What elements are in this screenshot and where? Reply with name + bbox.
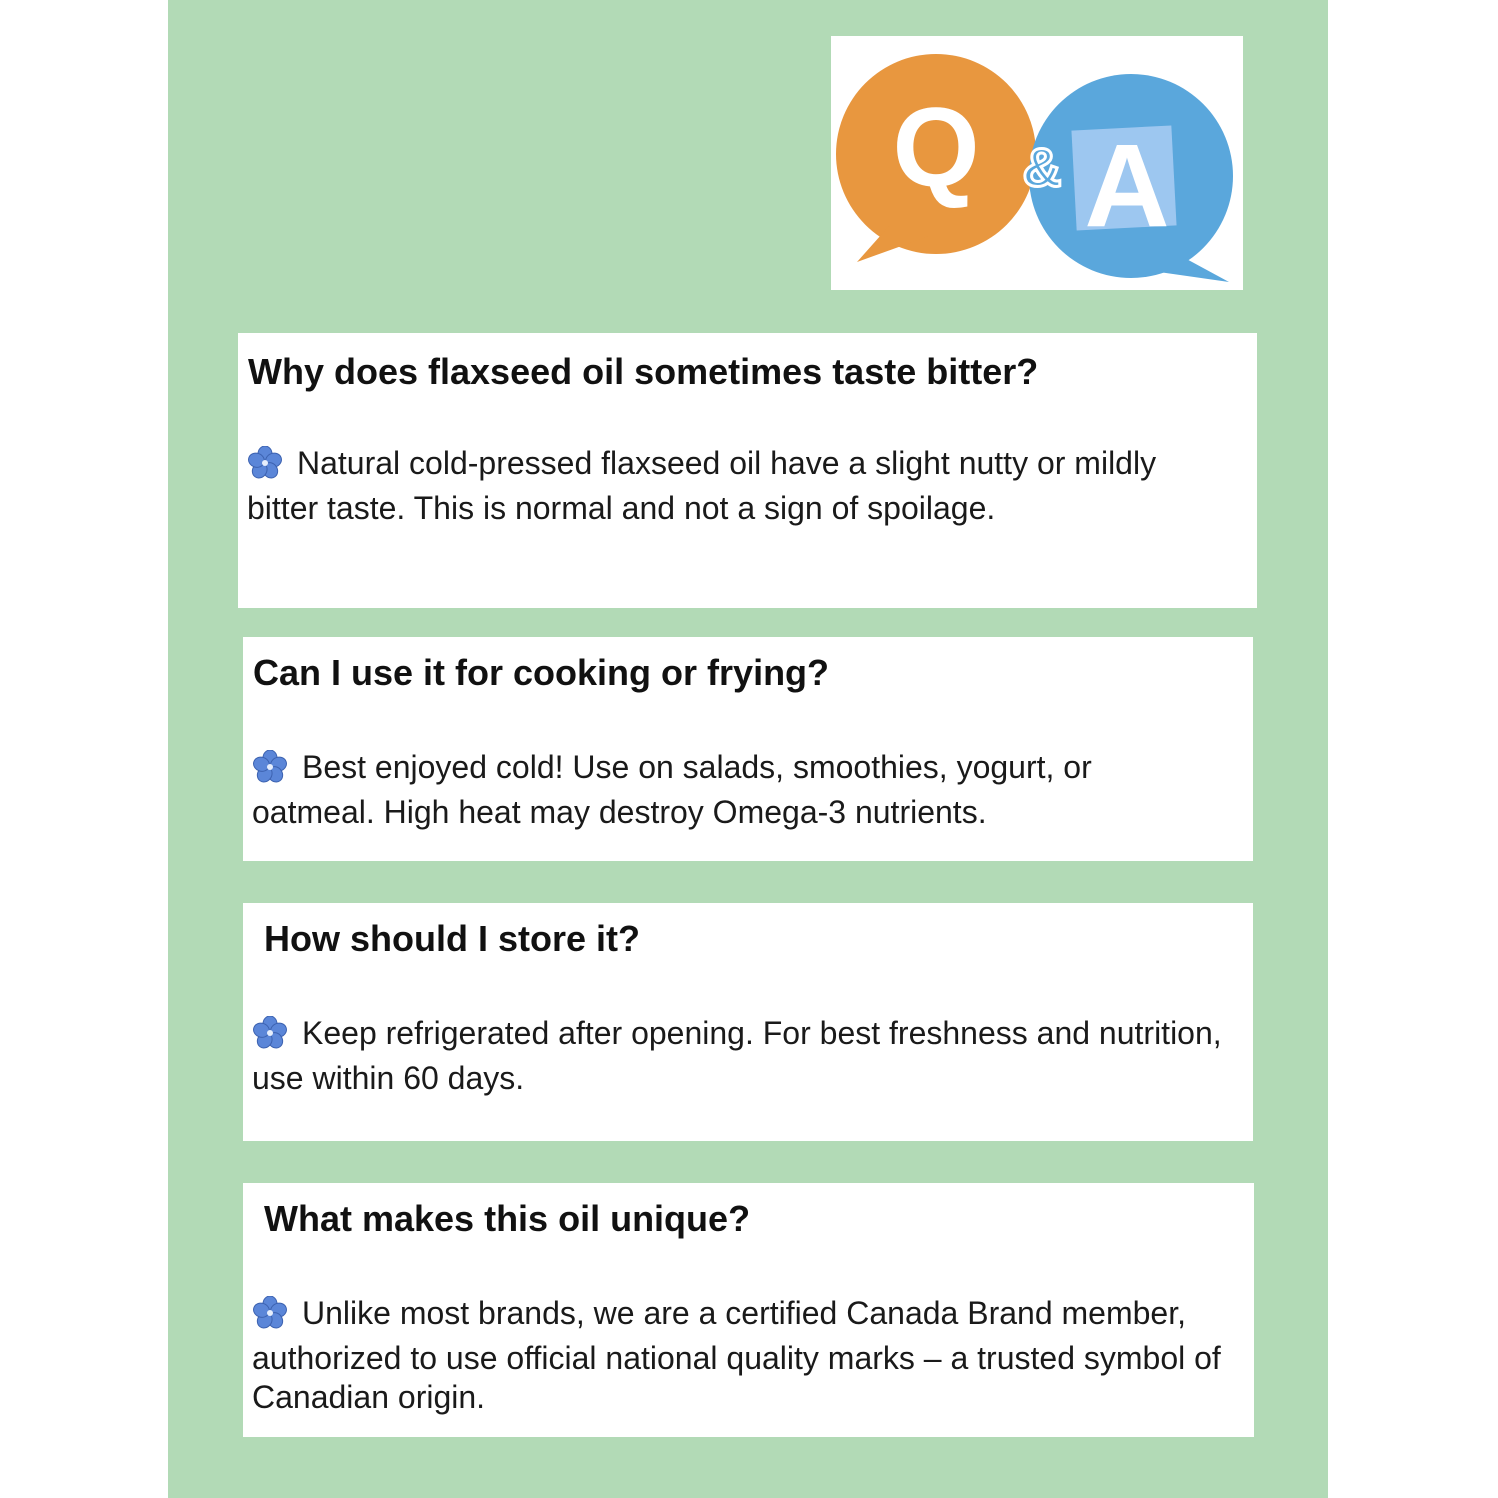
faq-answer-text: Best enjoyed cold! Use on salads, smoothies, yogurt, or oatmeal. High heat may destroy Omega-3 nutrients.	[252, 749, 1092, 830]
faq-question: Why does flaxseed oil sometimes taste bitter?	[248, 351, 1039, 392]
blue-flower-icon	[252, 1016, 288, 1059]
faq-answer-text: Unlike most brands, we are a certified Canada Brand member, authorized to use official national quality marks – a trusted symbol of Canadian origin.	[252, 1295, 1221, 1415]
faq-card	[243, 1183, 1254, 1437]
logo-a-letter: A	[1084, 120, 1170, 252]
faq-question: What makes this oil unique?	[264, 1198, 751, 1239]
faq-answer	[252, 1294, 1224, 1417]
faq-card	[238, 333, 1257, 608]
faq-card	[243, 637, 1253, 861]
faq-answer	[247, 444, 1227, 528]
faq-answer	[252, 1014, 1223, 1098]
logo-q-letter: Q	[892, 85, 980, 210]
qa-logo	[831, 36, 1243, 290]
qa-speech-bubbles-icon	[831, 36, 1243, 290]
logo-amp: &	[1022, 138, 1062, 198]
faq-answer-text: Natural cold-pressed flaxseed oil have a slight nutty or mildly bitter taste. This is normal and not a sign of spoilage.	[247, 445, 1157, 526]
blue-flower-icon	[252, 1296, 288, 1339]
faq-question: How should I store it?	[264, 918, 640, 959]
faq-question: Can I use it for cooking or frying?	[253, 652, 830, 693]
faq-card	[243, 903, 1253, 1141]
blue-flower-icon	[252, 750, 288, 793]
faq-answer	[252, 748, 1223, 832]
blue-flower-icon	[247, 446, 283, 489]
faq-answer-text: Keep refrigerated after opening. For best freshness and nutrition, use within 60 days.	[252, 1015, 1222, 1096]
